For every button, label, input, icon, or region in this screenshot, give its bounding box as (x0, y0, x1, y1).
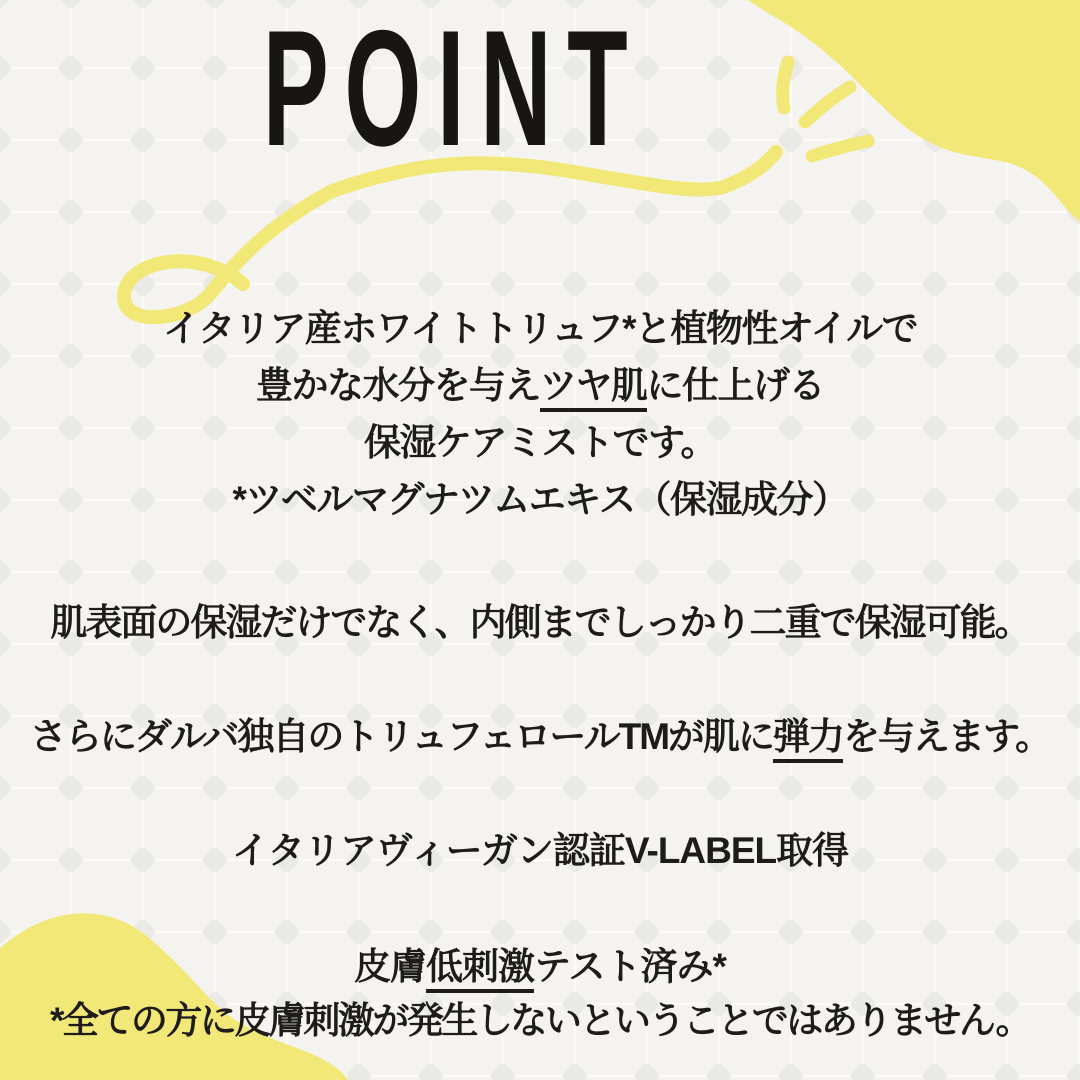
point-elasticity: さらにダルバ独自のトリュフェロールTMが肌に弾力を与えます。 (0, 706, 1080, 760)
intro-line-4: *ツベルマグナツムエキス（保湿成分） (232, 479, 848, 520)
disclaimer-note: *全ての方に皮膚刺激が発生しないということではありません。 (49, 1000, 1031, 1041)
underlined-glow-skin: ツヤ肌 (540, 365, 647, 412)
underlined-elasticity: 弾力 (773, 716, 843, 763)
page-title: POINT (262, 0, 644, 180)
point-moisture: 肌表面の保湿だけでなく、内側までしっかり二重で保湿可能。 (50, 602, 1030, 643)
point-hypoallergenic: 皮膚低刺激テスト済み* (0, 936, 1080, 990)
underlined-hypoallergenic: 低刺激 (426, 946, 534, 993)
intro-line-1: イタリア産ホワイトトリュフ*と植物性オイルで (162, 308, 918, 349)
intro-line-3: 保湿ケアミストです。 (363, 422, 717, 463)
intro-paragraph (0, 300, 1080, 528)
point-vegan-certification: イタリアヴィーガン認証V-LABEL取得 (231, 830, 849, 871)
intro-line-2: 豊かな水分を与えツヤ肌に仕上げる (0, 357, 1080, 414)
